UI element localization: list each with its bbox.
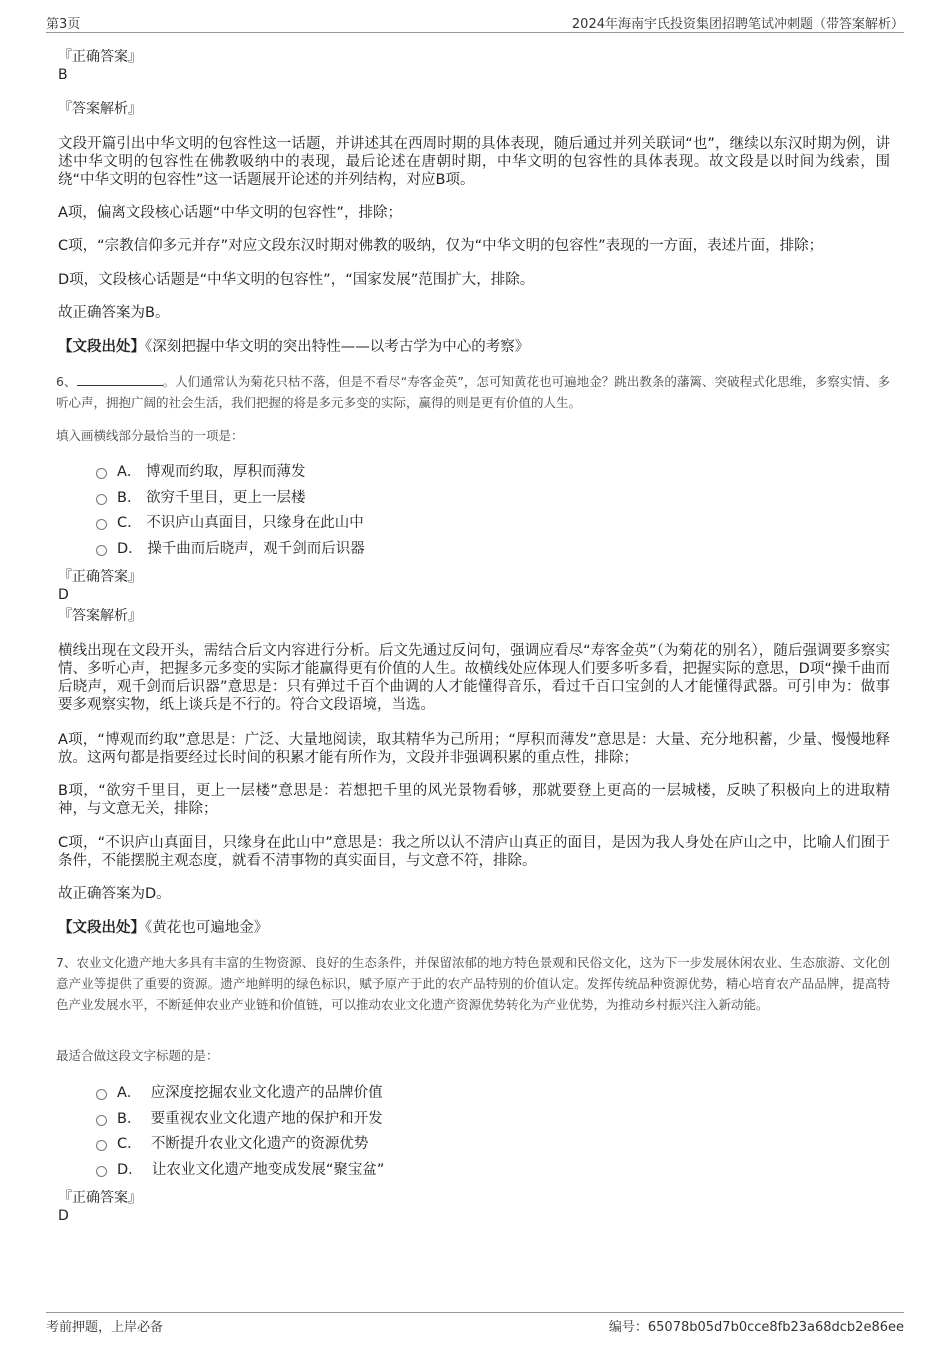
question-number: 6、 — [56, 374, 77, 389]
option-key: D． — [117, 1162, 143, 1178]
option-text: 应深度挖掘农业文化遗产的品牌价值 — [150, 1085, 383, 1101]
option-text: 让农业文化遗产地变成发展“聚宝盆” — [151, 1162, 385, 1178]
option-text: 博观而约取，厚积而薄发 — [146, 464, 306, 480]
q6-answer-label: 『正确答案』 — [58, 569, 142, 585]
radio-icon[interactable] — [96, 1115, 107, 1126]
radio-icon[interactable] — [96, 545, 107, 556]
q5-answer: B — [58, 67, 68, 83]
radio-icon[interactable] — [96, 1140, 107, 1151]
q6-analysis-label: 『答案解析』 — [58, 608, 142, 624]
q5-analysis-p2: A项，偏离文段核心话题“中华文明的包容性”，排除； — [58, 205, 402, 221]
option-text: 不断提升农业文化遗产的资源优势 — [150, 1136, 369, 1152]
source-title: 《黄花也可遍地金》 — [145, 920, 269, 936]
q5-source — [58, 338, 890, 356]
radio-icon[interactable] — [96, 1089, 107, 1100]
option-key: B． — [117, 490, 142, 506]
page-number: 第3页 — [46, 17, 81, 32]
option-text: 操千曲而后晓声，观千剑而后识器 — [147, 541, 365, 557]
radio-icon[interactable] — [96, 519, 107, 530]
option-key: B． — [117, 1111, 142, 1127]
q6-prompt: 填入画横线部分最恰当的一项是： — [56, 428, 244, 443]
q6-analysis-p4: C项，“不识庐山真面目，只缘身在此山中”意思是：我之所以认不清庐山真正的面目，是因为我人身处在庐山之中，比喻人们囿于条件，不能摆脱主观态度，就看不清事物的真实面目，与文意不符，排除。 — [58, 835, 890, 869]
q6-option-c[interactable] — [96, 514, 364, 532]
fill-blank-line — [77, 373, 163, 386]
q6-source — [58, 919, 890, 937]
source-title: 《深刻把握中华文明的突出特性——以考古学为中心的考察》 — [145, 339, 530, 355]
option-key: A． — [117, 1085, 142, 1101]
document-id: 编号：65078b05d7b0cce8fb23a68dcb2e86ee — [608, 1320, 904, 1335]
q6-option-b[interactable] — [96, 489, 306, 507]
option-key: C． — [117, 1136, 142, 1152]
option-text: 要重视农业文化遗产地的保护和开发 — [150, 1111, 383, 1127]
q6-stem — [56, 371, 890, 413]
q6-analysis-p5: 故正确答案为D。 — [58, 886, 171, 902]
page-footer — [46, 1312, 904, 1333]
option-key: A． — [117, 464, 142, 480]
source-tag: 【文段出处】 — [58, 920, 145, 936]
radio-icon[interactable] — [96, 1166, 107, 1177]
footer-slogan: 考前押题，上岸必备 — [46, 1320, 164, 1335]
q6-analysis-p2: A项，“博观而约取”意思是：广泛、大量地阅读，取其精华为己所用；“厚积而薄发”意思是：大量、充分地积蓄，少量、慢慢地释放。这两句都是指要经过长时间的积累才能有所作为，文段并非强调积累的重点性，排除； — [58, 732, 890, 766]
question-text: 农业文化遗产地大多具有丰富的生物资源、良好的生态条件，并保留浓郁的地方特色景观和民俗文化，这为下一步发展休闲农业、生态旅游、文化创意产业等提供了重要的资源。遗产地鲜明的绿色标识，赋予原产于此的农产品特别的价值认定。发挥传统品种资源优势，精心培育农产品品牌，提高特色产业发展水平，不断延伸农业产业链和价值链，可以推动农业文化遗产资源优势转化为产业优势，为推动乡村振兴注入新动能。 — [56, 955, 890, 1012]
option-text: 欲穷千里目，更上一层楼 — [146, 490, 306, 506]
document-title: 2024年海南宇氏投资集团招聘笔试冲刺题（带答案解析） — [571, 17, 904, 32]
question-text: 。人们通常认为菊花只枯不落，但是不看尽“寿客金英”，怎可知黄花也可遍地金？跳出教条的藩篱、突破程式化思维，多察实情、多听心声，拥抱广阔的社会生活，我们把握的将是多元多变的实际，赢得的则是更有价值的人生。 — [56, 374, 890, 410]
radio-icon[interactable] — [96, 468, 107, 479]
q5-answer-label: 『正确答案』 — [58, 49, 142, 65]
q5-analysis-label: 『答案解析』 — [58, 101, 142, 117]
q7-option-c[interactable] — [96, 1135, 368, 1153]
q5-analysis-p4: D项，文段核心话题是“中华文明的包容性”，“国家发展”范围扩大，排除。 — [58, 272, 535, 288]
option-key: C． — [117, 515, 142, 531]
option-text: 不识庐山真面目，只缘身在此山中 — [146, 515, 364, 531]
q7-option-b[interactable] — [96, 1110, 383, 1128]
q7-option-d[interactable] — [96, 1161, 384, 1179]
q7-answer: D — [58, 1208, 69, 1224]
q7-stem — [56, 952, 890, 1015]
q5-analysis-p5: 故正确答案为B。 — [58, 305, 170, 321]
q7-option-a[interactable] — [96, 1084, 383, 1102]
option-key: D． — [117, 541, 143, 557]
question-number: 7、 — [56, 955, 77, 970]
radio-icon[interactable] — [96, 494, 107, 505]
q6-option-a[interactable] — [96, 463, 306, 481]
page-header — [46, 12, 904, 33]
source-tag: 【文段出处】 — [58, 339, 145, 355]
q7-answer-label: 『正确答案』 — [58, 1190, 142, 1206]
q6-answer: D — [58, 587, 69, 603]
q5-analysis-p1: 文段开篇引出中华文明的包容性这一话题，并讲述其在西周时期的具体表现，随后通过并列关联词“也”，继续以东汉时期为例，讲述中华文明的包容性在佛教吸纳中的表现，最后论述在唐朝时期，中华文明的包容性的具体表现。故文段是以时间为线索，围绕“中华文明的包容性”这一话题展开论述的并列结构，对应B项。 — [58, 136, 890, 188]
q7-prompt: 最适合做这段文字标题的是： — [56, 1048, 219, 1063]
q6-analysis-p3: B项，“欲穷千里目，更上一层楼”意思是：若想把千里的风光景物看够，那就要登上更高的一层城楼，反映了积极向上的进取精神，与文意无关，排除； — [58, 783, 890, 817]
q6-option-d[interactable] — [96, 540, 365, 558]
q5-analysis-p3: C项，“宗教信仰多元并存”对应文段东汉时期对佛教的吸纳，仅为“中华文明的包容性”表现的一方面，表述片面，排除； — [58, 238, 824, 254]
q6-analysis-p1: 横线出现在文段开头，需结合后文内容进行分析。后文先通过反问句，强调应看尽“寿客金英”（为菊花的别名），随后强调要多察实情、多听心声，把握多元多变的实际才能赢得更有价值的人生。故横线处应体现人们要多听多看，把握实际的意思，D项“操千曲而后晓声，观千剑而后识器”意思是：只有弹过千百个曲调的人才能懂得音乐，看过千百口宝剑的人才能懂得武器。可引申为：做事要多观察实物，纸上谈兵是不行的。符合文段语境，当选。 — [58, 643, 890, 713]
